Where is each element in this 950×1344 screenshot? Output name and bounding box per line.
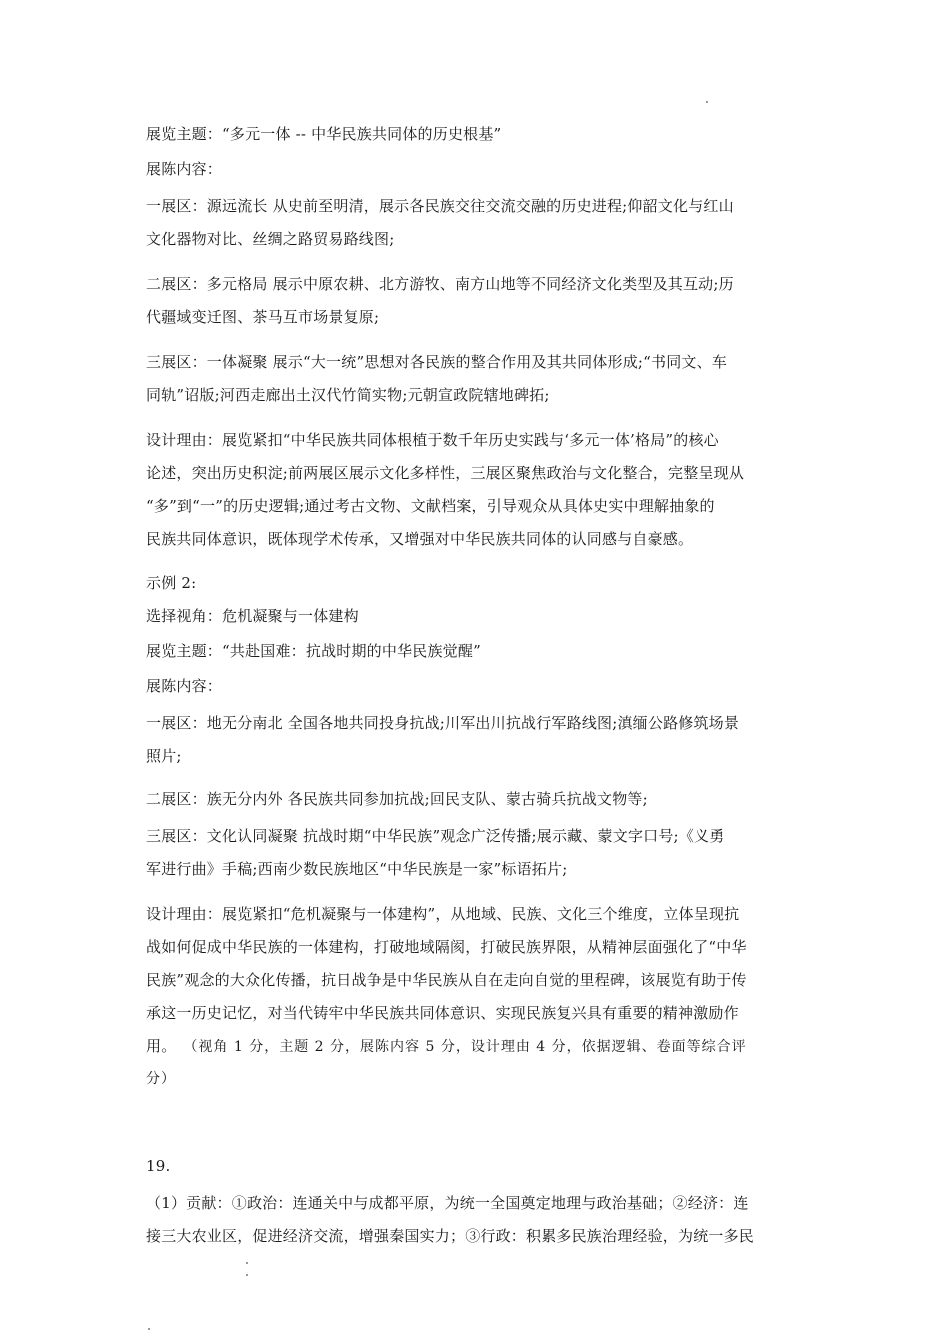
scan-dot bbox=[246, 1262, 248, 1264]
last-line-start: 用。 bbox=[146, 1037, 177, 1055]
zone-1-line-2: 文化器物对比、丝绸之路贸易路线图; bbox=[146, 230, 395, 248]
design-reason-line-2: 论述，突出历史积淀;前两展区展示文化多样性，三展区聚焦政治与文化整合，完整呈现从 bbox=[146, 464, 745, 482]
zone-1b-line-1: 一展区：地无分南北 全国各地共同投身抗战;川军出川抗战行军路线图;滇缅公路修筑场景 bbox=[146, 714, 740, 732]
design-reason-b-line-2: 战如何促成中华民族的一体建构，打破地域隔阂，打破民族界限，从精神层面强化了“中华 bbox=[146, 938, 747, 956]
zone-3b-line-1: 三展区：文化认同凝聚 抗战时期“中华民族”观念广泛传播;展示藏、蒙文字口号;《义勇 bbox=[146, 827, 725, 845]
zone-2b-line: 二展区：族无分内外 各民族共同参加抗战;回民支队、蒙古骑兵抗战文物等; bbox=[146, 790, 648, 808]
zone-1b-line-2: 照片; bbox=[146, 747, 182, 765]
scan-dot bbox=[706, 101, 708, 103]
example-2-label: 示例 2: bbox=[146, 574, 197, 592]
exhibit-content-label-2: 展陈内容： bbox=[146, 677, 223, 695]
scoring-note-end: 分） bbox=[146, 1071, 176, 1087]
scan-dot bbox=[246, 1274, 248, 1276]
zone-1-line-1: 一展区：源远流长 从史前至明清，展示各民族交往交流交融的历史进程;仰韶文化与红山 bbox=[146, 197, 734, 215]
design-reason-line-4: 民族共同体意识，既体现学术传承，又增强对中华民族共同体的认同感与自豪感。 bbox=[146, 530, 694, 548]
exhibit-theme-2: 展览主题：“共赴国难：抗战时期的中华民族觉醒” bbox=[146, 642, 481, 660]
design-reason-b-line-3: 民族”观念的大众化传播，抗日战争是中华民族从自在走向自觉的里程碑，该展览有助于传 bbox=[146, 971, 747, 989]
answer-line-2: 接三大农业区，促进经济交流，增强秦国实力；③行政：积累多民族治理经验，为统一多民 bbox=[146, 1227, 755, 1245]
exhibit-theme-1: 展览主题：“多元一体 -- 中华民族共同体的历史根基” bbox=[146, 125, 502, 143]
scan-dot bbox=[148, 1328, 150, 1330]
exhibit-content-label-1: 展陈内容： bbox=[146, 160, 223, 178]
answer-line-1: （1）贡献：①政治：连通关中与成都平原，为统一全国奠定地理与政治基础；②经济：连 bbox=[146, 1194, 749, 1212]
zone-2-line-2: 代疆域变迁图、茶马互市场景复原; bbox=[146, 308, 380, 326]
design-reason-line-1: 设计理由：展览紧扣“中华民族共同体根植于数千年历史实践与‘多元一体’格局”的核心 bbox=[146, 431, 719, 449]
scoring-note: （视角 1 分，主题 2 分，展陈内容 5 分，设计理由 4 分，依据逻辑、卷面等综合评 bbox=[190, 1039, 747, 1055]
zone-2-line-1: 二展区：多元格局 展示中原农耕、北方游牧、南方山地等不同经济文化类型及其互动;历 bbox=[146, 275, 734, 293]
design-reason-b-line-4: 承这一历史记忆，对当代铸牢中华民族共同体意识、实现民族复兴具有重要的精神激励作 bbox=[146, 1004, 739, 1022]
design-reason-b-line-1: 设计理由：展览紧扣“危机凝聚与一体建构”，从地域、民族、文化三个维度，立体呈现抗 bbox=[146, 905, 740, 923]
zone-3b-line-2: 军进行曲》手稿;西南少数民族地区“中华民族是一家”标语拓片; bbox=[146, 860, 568, 878]
design-reason-b-line-5 bbox=[146, 1036, 816, 1057]
zone-3-line-1: 三展区：一体凝聚 展示“大一统”思想对各民族的整合作用及其共同体形成;“书同文、车 bbox=[146, 353, 728, 371]
perspective-line: 选择视角：危机凝聚与一体建构 bbox=[146, 607, 359, 625]
question-number: 19. bbox=[146, 1157, 171, 1175]
zone-3-line-2: 同轨”诏版;河西走廊出土汉代竹简实物;元朝宣政院辖地碑拓; bbox=[146, 386, 550, 404]
design-reason-line-3: “多”到“一”的历史逻辑;通过考古文物、文献档案，引导观众从具体史实中理解抽象的 bbox=[146, 497, 715, 515]
